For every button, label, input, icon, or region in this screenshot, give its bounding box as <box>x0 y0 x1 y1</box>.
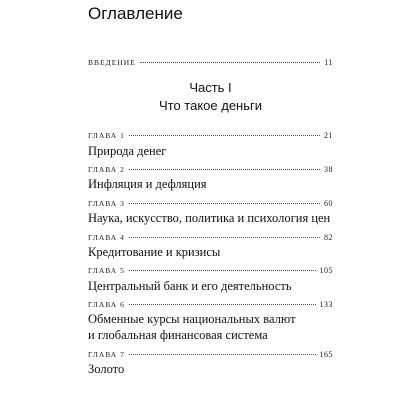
toc-entry-chapter-7[interactable] <box>88 350 333 359</box>
toc-page-number: 105 <box>319 266 333 275</box>
toc-entry-chapter-1[interactable] <box>88 131 333 140</box>
toc-entry-chapter-5[interactable] <box>88 266 333 275</box>
chapter-label: ГЛАВА 6 <box>88 300 125 309</box>
chapter-title-line: и глобальная финансовая система <box>88 328 268 342</box>
chapter-title-line: Кредитование и кризисы <box>88 245 221 259</box>
toc-page-number: 38 <box>324 165 333 174</box>
chapter-title-line: Природа денег <box>88 144 167 158</box>
toc-entry-label: ВВЕДЕНИЕ <box>88 58 136 67</box>
chapter-title[interactable] <box>88 143 333 159</box>
chapter-title[interactable] <box>88 278 333 294</box>
toc-page-number: 11 <box>324 58 333 67</box>
chapter-title[interactable] <box>88 176 333 192</box>
toc-entry-chapter-3[interactable] <box>88 199 333 208</box>
chapter-title[interactable] <box>88 210 333 226</box>
table-of-contents-page <box>88 0 333 420</box>
dot-leader <box>129 304 316 305</box>
toc-entry-chapter-6[interactable] <box>88 300 333 309</box>
part-title: Часть I <box>189 80 232 95</box>
dot-leader <box>129 169 320 170</box>
dot-leader <box>129 135 320 136</box>
dot-leader <box>129 203 320 204</box>
dot-leader <box>129 270 316 271</box>
toc-entry-introduction[interactable] <box>88 58 333 67</box>
dot-leader <box>129 237 320 238</box>
chapter-title-line: Наука, искусство, политика и психология цен <box>88 211 331 225</box>
toc-entry-chapter-4[interactable] <box>88 233 333 242</box>
dot-leader <box>140 62 321 63</box>
chapter-label: ГЛАВА 5 <box>88 266 125 275</box>
chapter-label: ГЛАВА 2 <box>88 165 125 174</box>
toc-page-number: 165 <box>319 350 333 359</box>
chapter-label: ГЛАВА 1 <box>88 131 125 140</box>
chapter-title-line: Центральный банк и его деятельность <box>88 279 292 293</box>
chapter-title-line: Обменные курсы национальных валют <box>88 312 296 326</box>
chapter-label: ГЛАВА 4 <box>88 233 125 242</box>
part-subtitle: Что такое деньги <box>158 98 263 113</box>
toc-page-number: 60 <box>324 199 333 208</box>
chapter-title-line: Золото <box>88 362 125 376</box>
page-title: Оглавление <box>88 4 183 23</box>
chapter-title[interactable] <box>88 361 333 377</box>
chapter-title[interactable] <box>88 244 333 260</box>
chapter-label: ГЛАВА 3 <box>88 199 125 208</box>
toc-page-number: 82 <box>324 233 333 242</box>
chapter-title[interactable] <box>88 311 333 343</box>
dot-leader <box>129 354 316 355</box>
toc-page-number: 133 <box>319 300 333 309</box>
toc-entry-chapter-2[interactable] <box>88 165 333 174</box>
toc-page-number: 21 <box>324 131 333 140</box>
chapter-label: ГЛАВА 7 <box>88 350 125 359</box>
chapter-title-line: Инфляция и дефляция <box>88 177 207 191</box>
